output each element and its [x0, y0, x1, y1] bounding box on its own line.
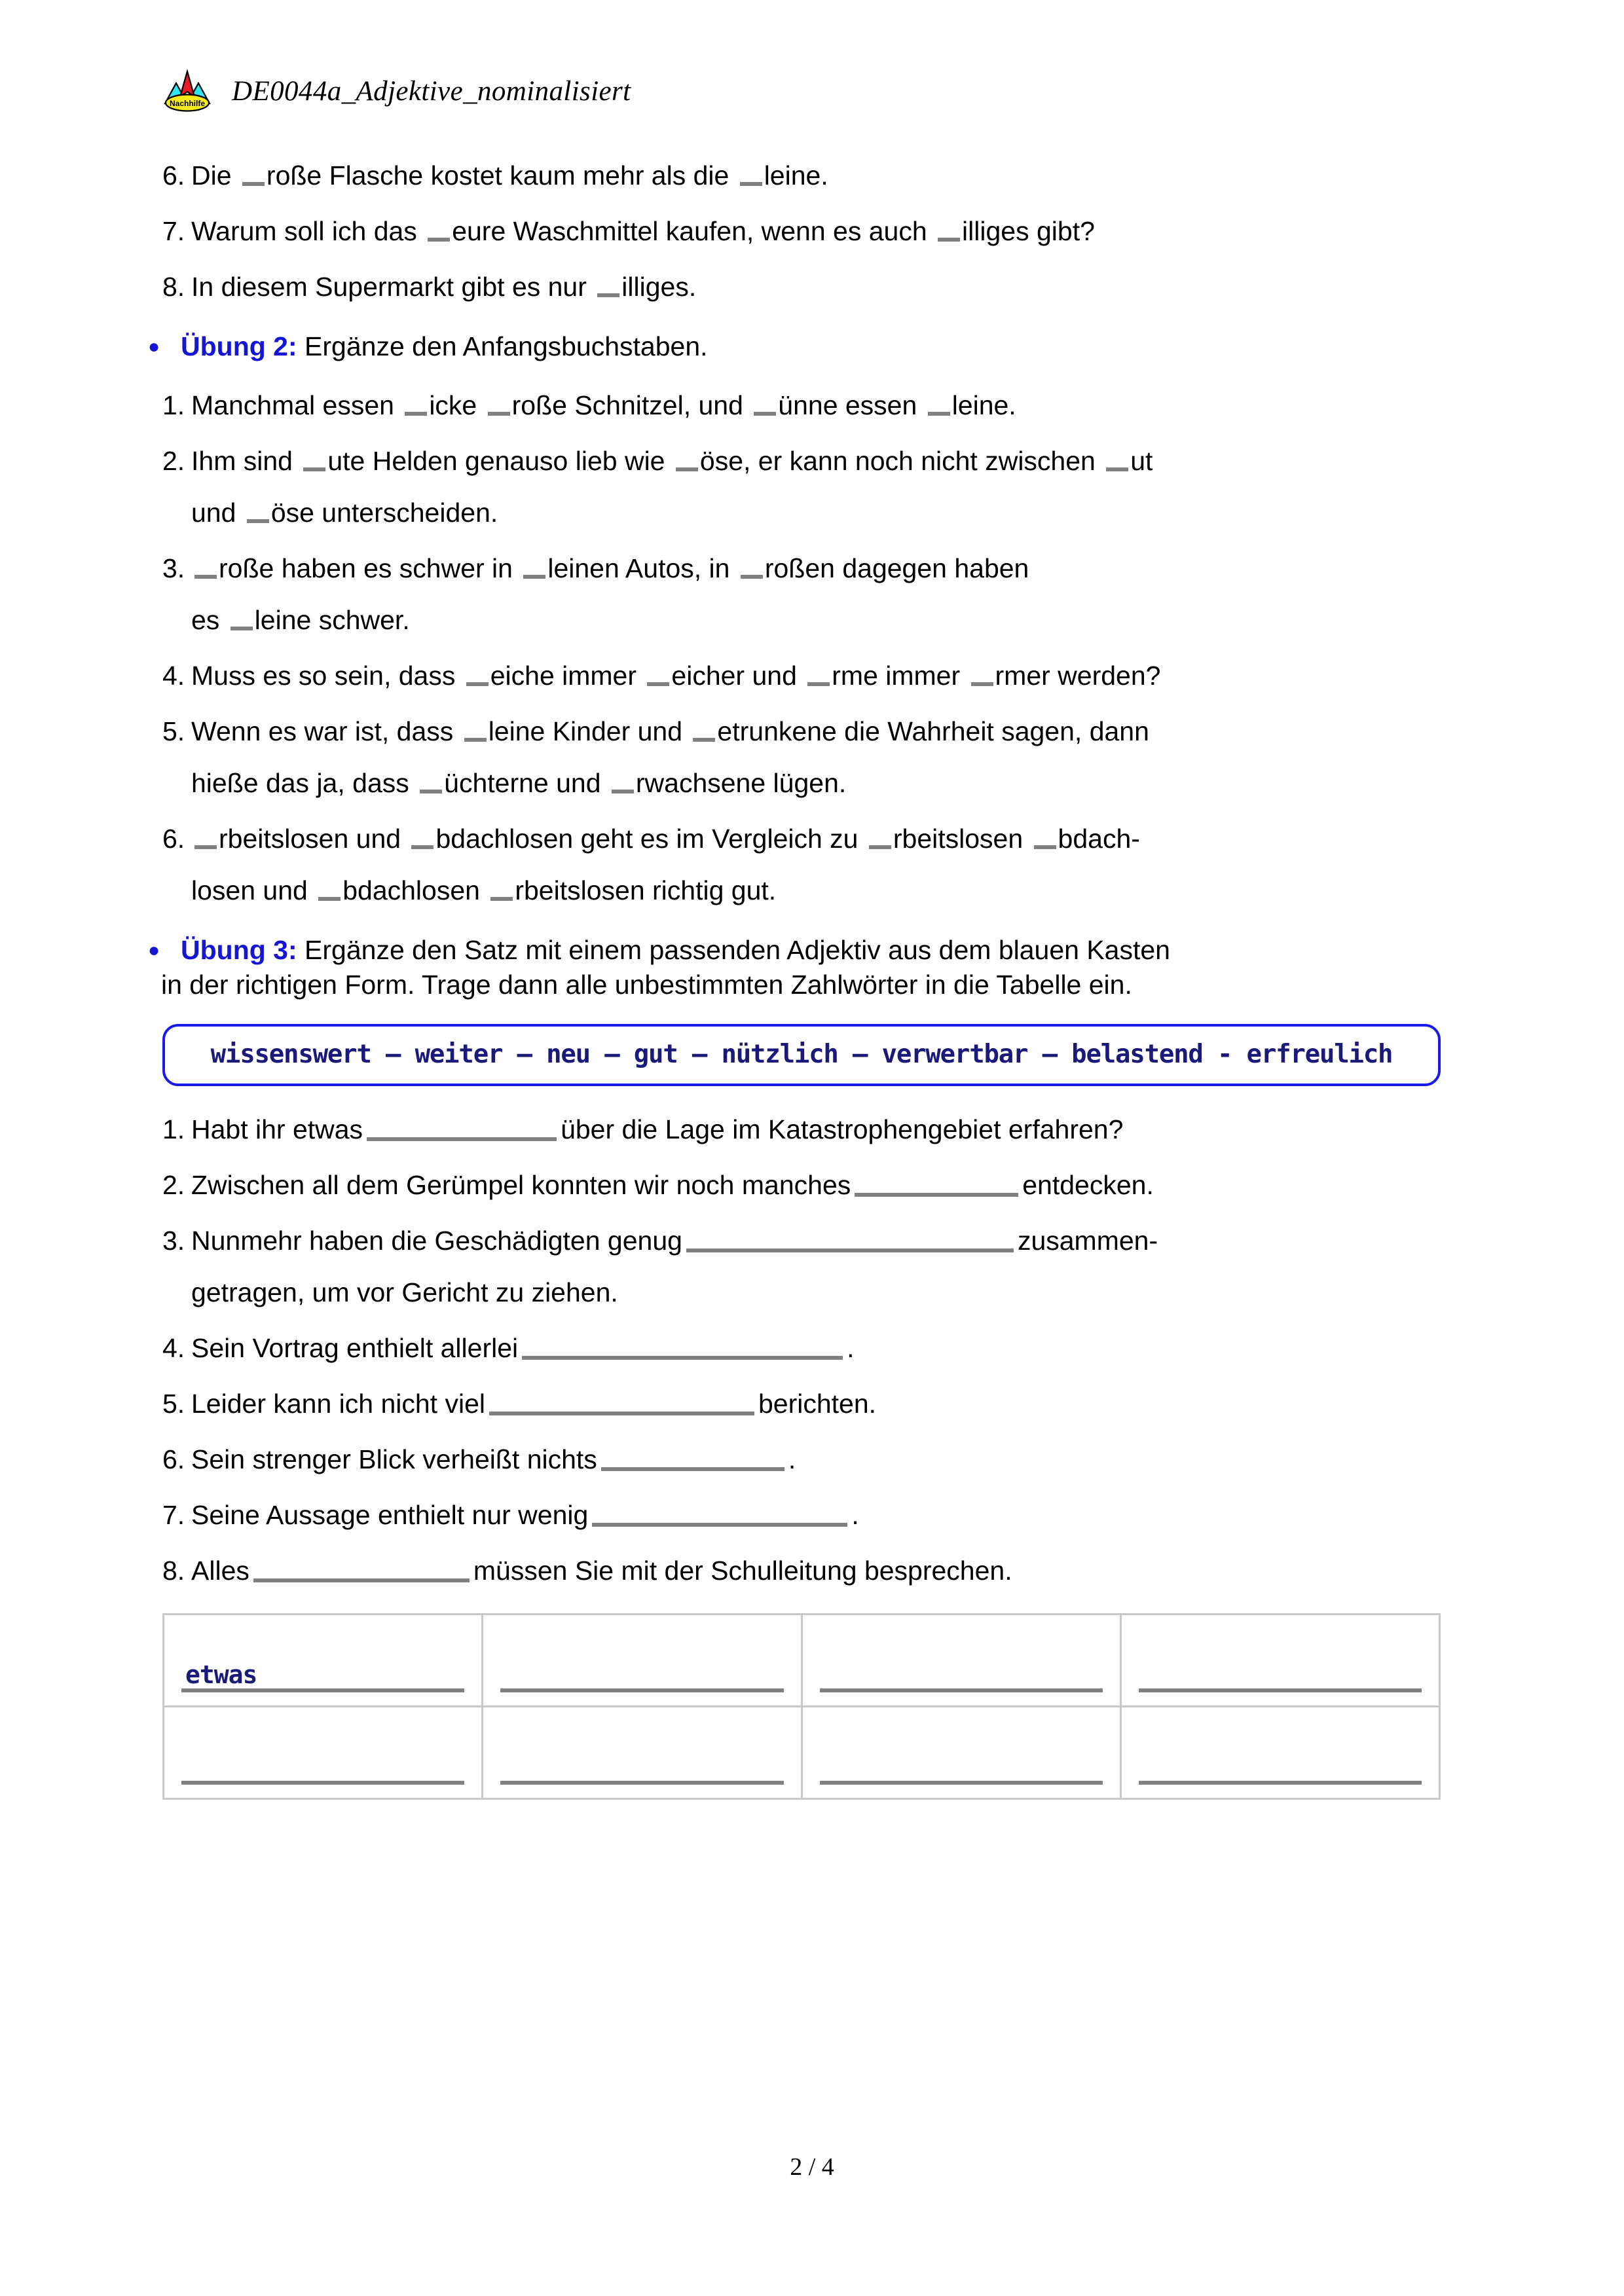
item-number: 4. [162, 661, 185, 691]
item-text: Wenn es war ist, dass leine Kinder und etrunkene die Wahrheit sagen, dann hieße das ja, dass üchterne und rwachsene lügen. [191, 718, 1469, 797]
item-text-before: Alles [191, 1556, 249, 1586]
item-text: Warum soll ich das eure Waschmittel kaufen, wenn es auch illiges gibt? [191, 216, 1095, 246]
item-text [191, 1502, 1469, 1529]
item-text [191, 1335, 1469, 1362]
table-row [164, 1707, 1440, 1799]
table-cell[interactable] [483, 1707, 802, 1799]
exercise3-heading [148, 933, 1469, 1002]
table-cell[interactable] [802, 1614, 1120, 1707]
letter-blank[interactable] [928, 412, 950, 416]
item-text: roße haben es schwer in leinen Autos, in roßen dagegen haben es leine schwer. [191, 555, 1469, 634]
item-text: Ihm sind ute Helden genauso lieb wie öse, er kann noch nicht zwischen ut und öse unterscheiden. [191, 448, 1469, 526]
item-number: 7. [162, 1500, 185, 1531]
item-text-after: . [847, 1333, 855, 1364]
fill-in-blank[interactable] [367, 1137, 557, 1141]
item-number: 3. [162, 1226, 185, 1256]
item-number: 3. [162, 553, 185, 584]
table-cell[interactable] [483, 1614, 802, 1707]
fill-in-blank[interactable] [855, 1193, 1018, 1197]
fill-in-blank[interactable] [522, 1356, 843, 1360]
exercise3-instruction-line1: Ergänze den Satz mit einem passenden Adjektiv aus dem blauen Kasten [304, 935, 1170, 966]
item-text-line2: und öse unterscheiden. [191, 498, 498, 528]
svg-text:Nachhilfe: Nachhilfe [169, 99, 206, 108]
letter-blank[interactable] [318, 897, 341, 901]
list-item [155, 1502, 1469, 1529]
list-item [155, 663, 1469, 689]
table-cell[interactable] [164, 1707, 483, 1799]
item-number: 2. [162, 1170, 185, 1201]
page-footer [0, 2153, 1624, 2181]
adjective-word-box [162, 1024, 1441, 1086]
exercise2-list [155, 392, 1469, 904]
item-number: 8. [162, 1556, 185, 1586]
list-item [155, 448, 1469, 526]
cell-write-line[interactable] [181, 1661, 464, 1692]
item-text-after: zusammen- [1017, 1226, 1158, 1256]
letter-blank[interactable] [612, 790, 634, 793]
letter-blank[interactable] [597, 293, 619, 297]
letter-blank[interactable] [869, 845, 891, 849]
item-text-before: Sein strenger Blick verheißt nichts [191, 1444, 597, 1475]
item-text [191, 1558, 1469, 1584]
bullet-icon: ● [148, 336, 160, 357]
item-text: Die roße Flasche kostet kaum mehr als die leine. [191, 160, 828, 191]
fill-in-blank[interactable] [489, 1412, 754, 1415]
list-item [155, 274, 1469, 301]
item-text-after: . [788, 1444, 796, 1475]
table-cell[interactable] [802, 1707, 1120, 1799]
letter-blank[interactable] [231, 627, 253, 630]
letter-blank[interactable] [464, 738, 487, 742]
exercise2-heading [148, 329, 1469, 363]
bullet-icon: ● [148, 939, 160, 962]
cell-write-line[interactable] [1139, 1661, 1422, 1692]
letter-blank[interactable] [303, 467, 325, 471]
item-number: 4. [162, 1333, 185, 1364]
list-item [155, 1391, 1469, 1417]
letter-blank[interactable] [420, 790, 442, 793]
cell-write-line[interactable] [820, 1753, 1103, 1785]
adjective-list: wissenswert – weiter – neu – gut – nützlich – verwertbar – belastend - erfreulich [210, 1040, 1393, 1070]
letter-blank[interactable] [194, 575, 217, 579]
item-number: 5. [162, 1389, 185, 1419]
item-text-line2: getragen, um vor Gericht zu ziehen. [191, 1277, 618, 1308]
item-text [191, 1446, 1469, 1473]
item-text-after: . [851, 1500, 859, 1531]
item-text-after: müssen Sie mit der Schulleitung besprechen. [473, 1556, 1012, 1586]
exercise2-instruction: Ergänze den Anfangsbuchstaben. [304, 331, 708, 361]
fill-in-blank[interactable] [686, 1248, 1014, 1252]
letter-blank[interactable] [405, 412, 427, 416]
list-item [155, 1172, 1469, 1199]
table-row [164, 1614, 1440, 1707]
list-item [155, 826, 1469, 904]
letter-blank[interactable] [647, 682, 669, 686]
item-text: Muss es so sein, dass eiche immer eicher und rme immer rmer werden? [191, 661, 1161, 691]
letter-blank[interactable] [807, 682, 830, 686]
item-text-after: berichten. [758, 1389, 877, 1419]
letter-blank[interactable] [490, 897, 513, 901]
item-number: 5. [162, 716, 185, 747]
item-text-before: Sein Vortrag enthielt allerlei [191, 1333, 519, 1364]
table-cell[interactable] [164, 1614, 483, 1707]
cell-value: etwas [185, 1660, 257, 1690]
letter-blank[interactable] [194, 845, 217, 849]
item-number: 1. [162, 390, 185, 421]
item-text-before: Leider kann ich nicht viel [191, 1389, 485, 1419]
item-text [191, 1228, 1469, 1306]
item-text: In diesem Supermarkt gibt es nur illiges. [191, 272, 697, 302]
list-item [155, 1446, 1469, 1473]
cell-write-line[interactable] [500, 1753, 783, 1785]
cell-write-line[interactable] [820, 1661, 1103, 1692]
letter-blank[interactable] [971, 682, 993, 686]
item-text-before: Zwischen all dem Gerümpel konnten wir noch manches [191, 1170, 851, 1201]
item-number: 6. [162, 824, 185, 854]
page-number: 2 / 4 [790, 2153, 834, 2181]
table-cell[interactable] [1120, 1707, 1439, 1799]
exercise3-label: Übung 3: [181, 935, 297, 966]
cell-write-line[interactable] [181, 1753, 464, 1785]
item-number: 1. [162, 1114, 185, 1145]
letter-blank[interactable] [488, 412, 510, 416]
item-text-before: Nunmehr haben die Geschädigten genug [191, 1226, 682, 1256]
item-text-line2: losen und bdachlosen rbeitslosen richtig gut. [191, 875, 777, 906]
item-number: 6. [162, 160, 185, 191]
list-item [155, 162, 1469, 189]
letter-blank[interactable] [247, 519, 269, 523]
letter-blank[interactable] [754, 412, 776, 416]
item-text-after: entdecken. [1022, 1170, 1154, 1201]
fill-in-blank[interactable] [601, 1467, 784, 1471]
page-title: DE0044a_Adjektive_nominalisiert [232, 75, 631, 107]
list-item [155, 555, 1469, 634]
letter-blank[interactable] [466, 682, 489, 686]
letter-blank[interactable] [428, 238, 450, 242]
cell-write-line[interactable] [500, 1661, 783, 1692]
fill-in-blank[interactable] [592, 1523, 847, 1527]
page-header [162, 68, 631, 114]
item-text [191, 1116, 1469, 1143]
list-item [155, 1558, 1469, 1584]
zahlwoerter-table [162, 1613, 1441, 1800]
list-item [155, 392, 1469, 419]
item-number: 6. [162, 1444, 185, 1475]
list-item [155, 1116, 1469, 1143]
letter-blank[interactable] [938, 238, 960, 242]
list-item [155, 1335, 1469, 1362]
item-text-before: Seine Aussage enthielt nur wenig [191, 1500, 589, 1531]
item-number: 8. [162, 272, 185, 302]
letter-blank[interactable] [676, 467, 698, 471]
letter-blank[interactable] [693, 738, 715, 742]
letter-blank[interactable] [1034, 845, 1056, 849]
table-cell[interactable] [1120, 1614, 1439, 1707]
list-item [155, 718, 1469, 797]
letter-blank[interactable] [740, 182, 762, 186]
letter-blank[interactable] [1106, 467, 1128, 471]
cell-write-line[interactable] [1139, 1753, 1422, 1785]
item-text [191, 1391, 1469, 1417]
exercise1-continued-list [155, 162, 1469, 301]
item-number: 7. [162, 216, 185, 246]
mountain-nachhilfe-logo-icon [162, 68, 212, 114]
item-text: Manchmal essen icke roße Schnitzel, und ünne essen leine. [191, 390, 1016, 421]
fill-in-blank[interactable] [253, 1578, 470, 1582]
item-text-line2: hieße das ja, dass üchterne und rwachsene lügen. [191, 768, 847, 799]
letter-blank[interactable] [741, 575, 763, 579]
letter-blank[interactable] [242, 182, 265, 186]
exercise2-label: Übung 2: [181, 331, 297, 361]
letter-blank[interactable] [411, 845, 434, 849]
exercise3-list [155, 1116, 1469, 1584]
item-text: rbeitslosen und bdachlosen geht es im Vergleich zu rbeitslosen bdach- losen und bdachlosen rbeitslosen richtig gut. [191, 826, 1469, 904]
list-item [155, 1228, 1469, 1306]
list-item [155, 218, 1469, 245]
item-number: 2. [162, 446, 185, 477]
item-text-before: Habt ihr etwas [191, 1114, 363, 1145]
worksheet-content [148, 160, 1469, 1800]
item-text-line2: es leine schwer. [191, 605, 410, 636]
item-text-after: über die Lage im Katastrophengebiet erfahren? [561, 1114, 1124, 1145]
letter-blank[interactable] [523, 575, 545, 579]
item-text [191, 1172, 1469, 1199]
exercise3-instruction-line2: in der richtigen Form. Trage dann alle unbestimmten Zahlwörter in die Tabelle ein. [161, 969, 1132, 1000]
